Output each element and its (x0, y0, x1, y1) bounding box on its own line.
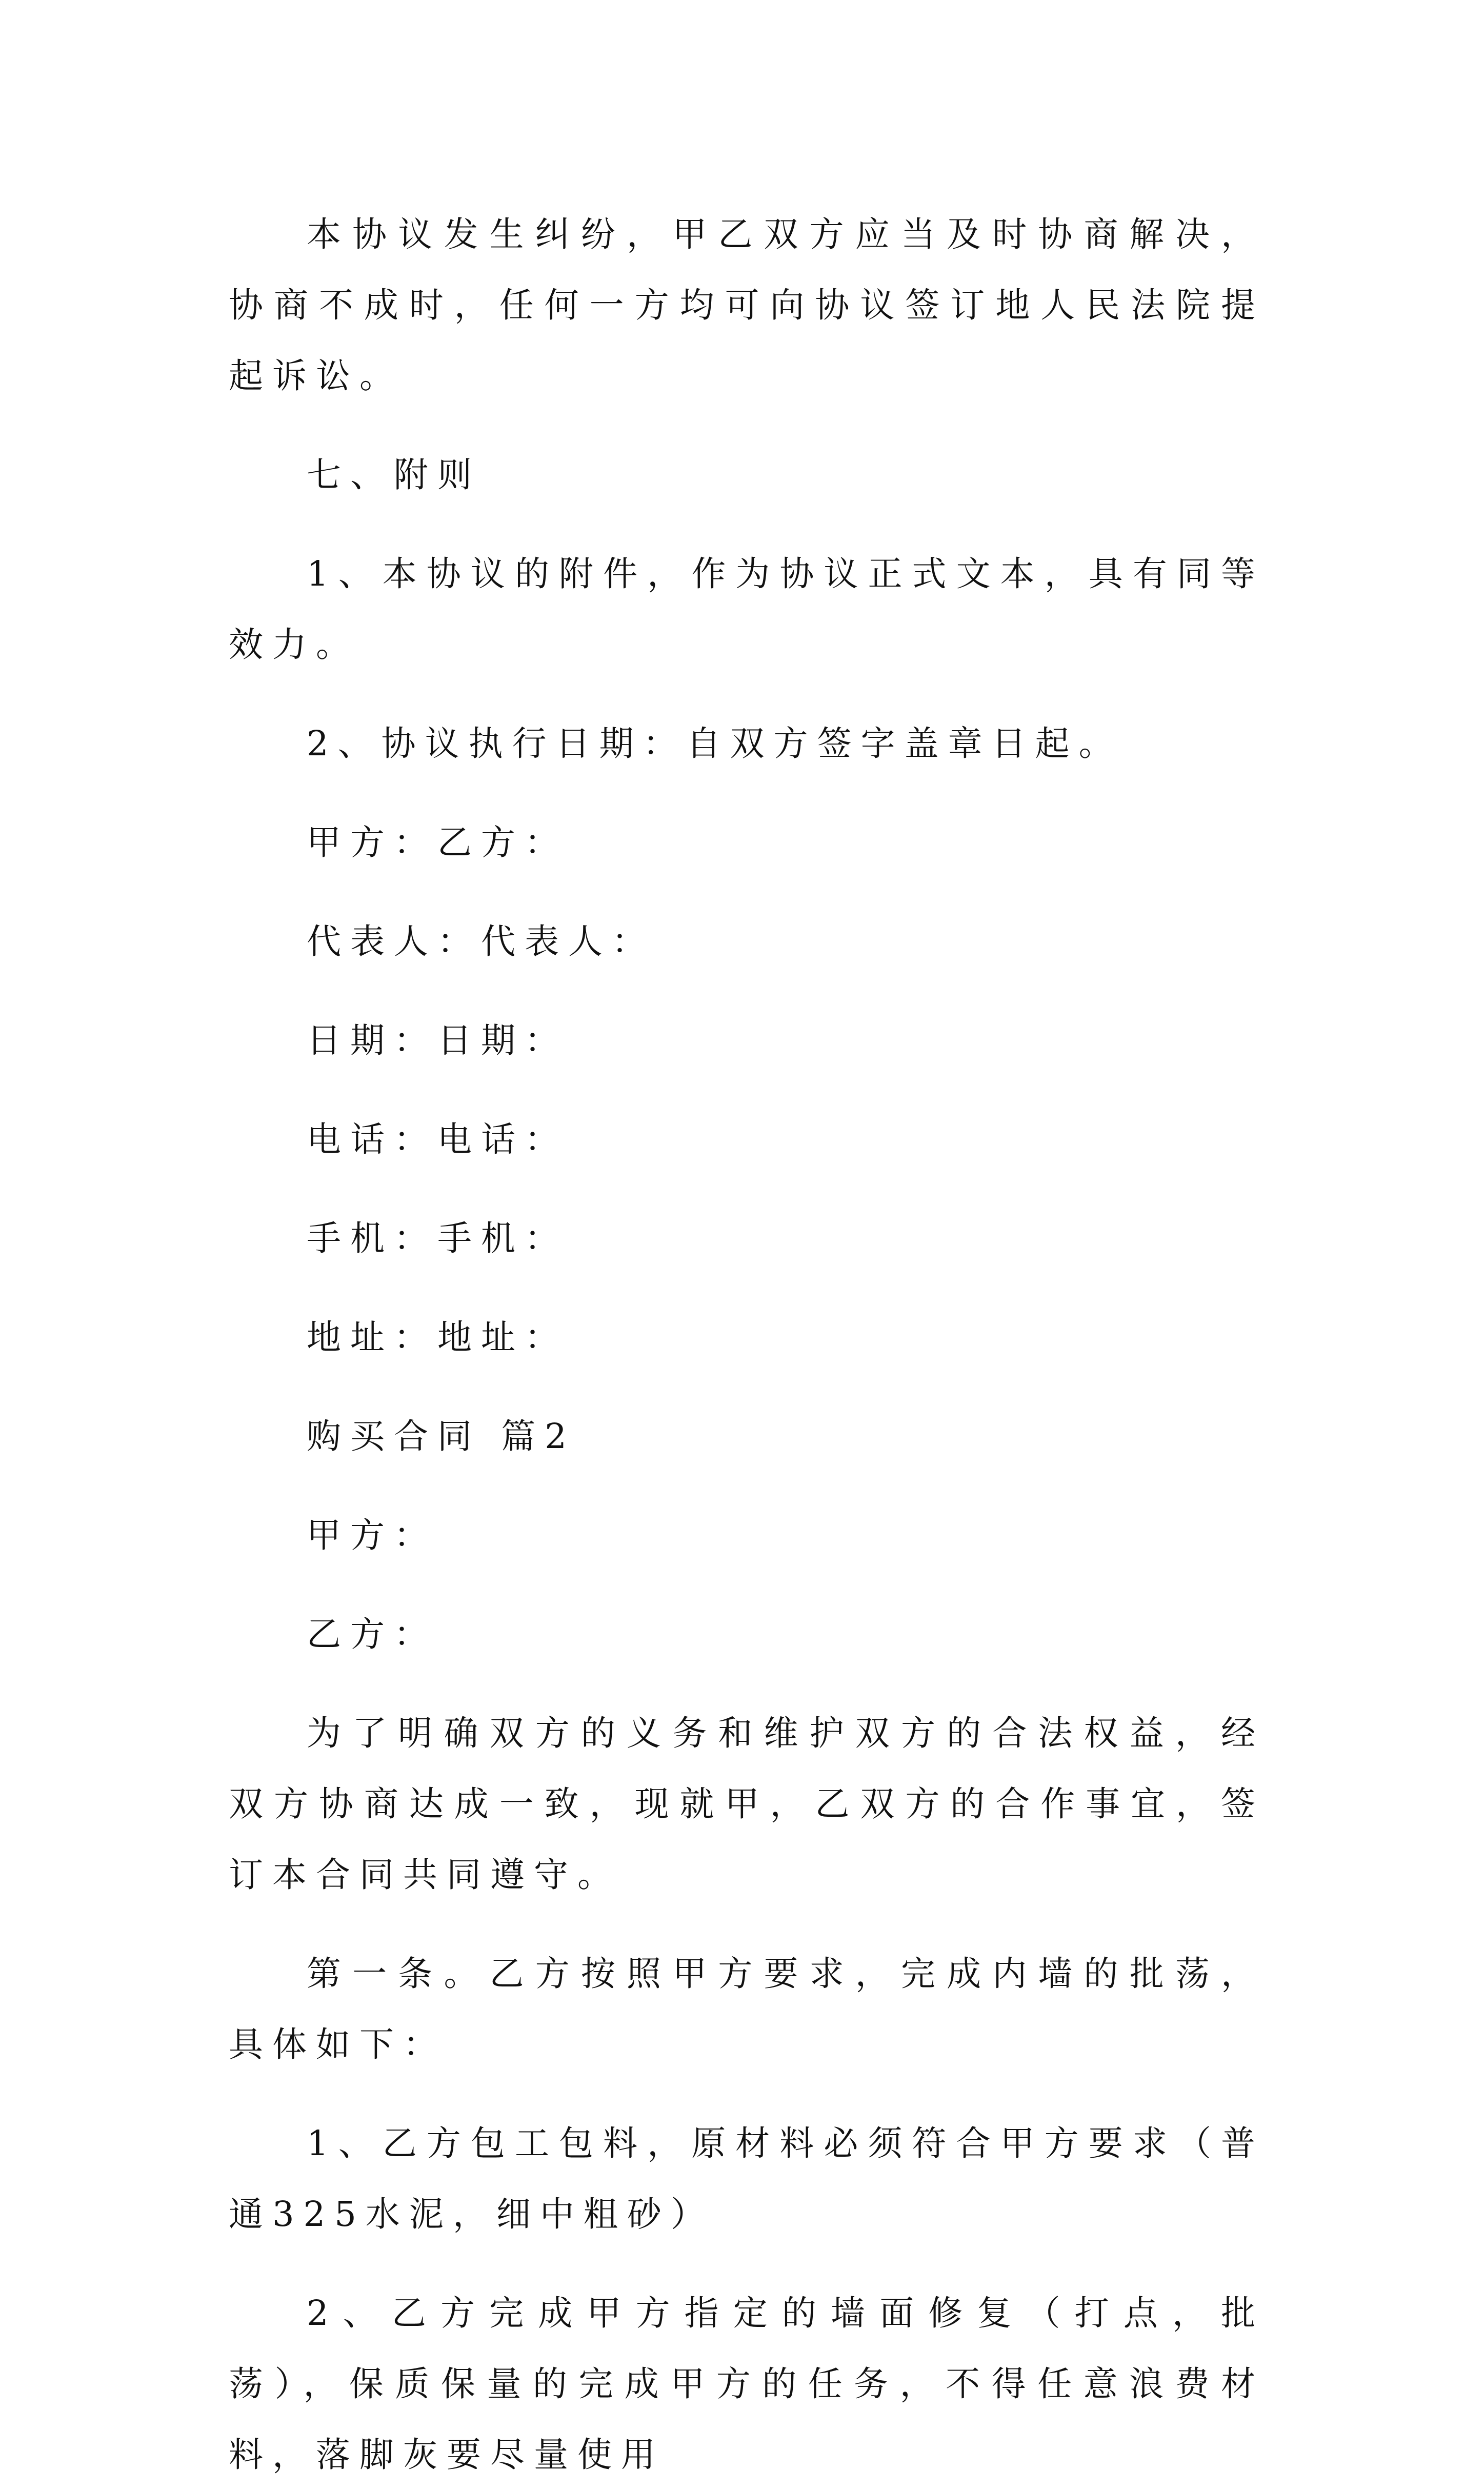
paragraph-article-1-item-2: 2、乙方完成甲方指定的墙面修复（打点，批荡），保质保量的完成甲方的任务，不得任意浪费材料，落脚灰要尽量使用 (229, 2293, 1265, 2475)
document-body (229, 199, 1265, 2490)
paragraph-contract-purpose: 为了明确双方的义务和维护双方的合法权益，经双方协商达成一致，现就甲，乙双方的合作事宜，签订本合同共同遵守。 (229, 1713, 1265, 1895)
paragraph-dispute-resolution: 本协议发生纠纷，甲乙双方应当及时协商解决，协商不成时，任何一方均可向协议签订地人民法院提起诉讼。 (229, 214, 1265, 396)
paragraph-article-1: 第一条。乙方按照甲方要求，完成内墙的批荡，具体如下： (229, 1954, 1265, 2064)
contract-title-part-2: 购买合同 篇2 (307, 1416, 576, 1456)
paragraph-article-1-item-1: 1、乙方包工包料，原材料必须符合甲方要求（普通325水泥，细中粗砂） (229, 2123, 1265, 2234)
signature-mobile-line: 手机：手机： (307, 1218, 568, 1258)
signature-address-line: 地址：地址： (307, 1317, 568, 1357)
paragraph-appendix-item-2: 2、协议执行日期：自双方签字盖章日起。 (307, 724, 1122, 764)
signature-representative-line: 代表人：代表人： (307, 921, 655, 961)
signature-phone-line: 电话：电话： (307, 1119, 568, 1159)
party-a-line: 甲方： (307, 1515, 437, 1555)
signature-date-line: 日期：日期： (307, 1020, 568, 1060)
party-b-line: 乙方： (307, 1614, 437, 1654)
signature-party-line: 甲方：乙方： (307, 822, 568, 862)
paragraph-appendix-item-1: 1、本协议的附件，作为协议正式文本，具有同等效力。 (229, 554, 1265, 665)
paragraph-section-heading-appendix: 七、附则 (307, 455, 481, 495)
